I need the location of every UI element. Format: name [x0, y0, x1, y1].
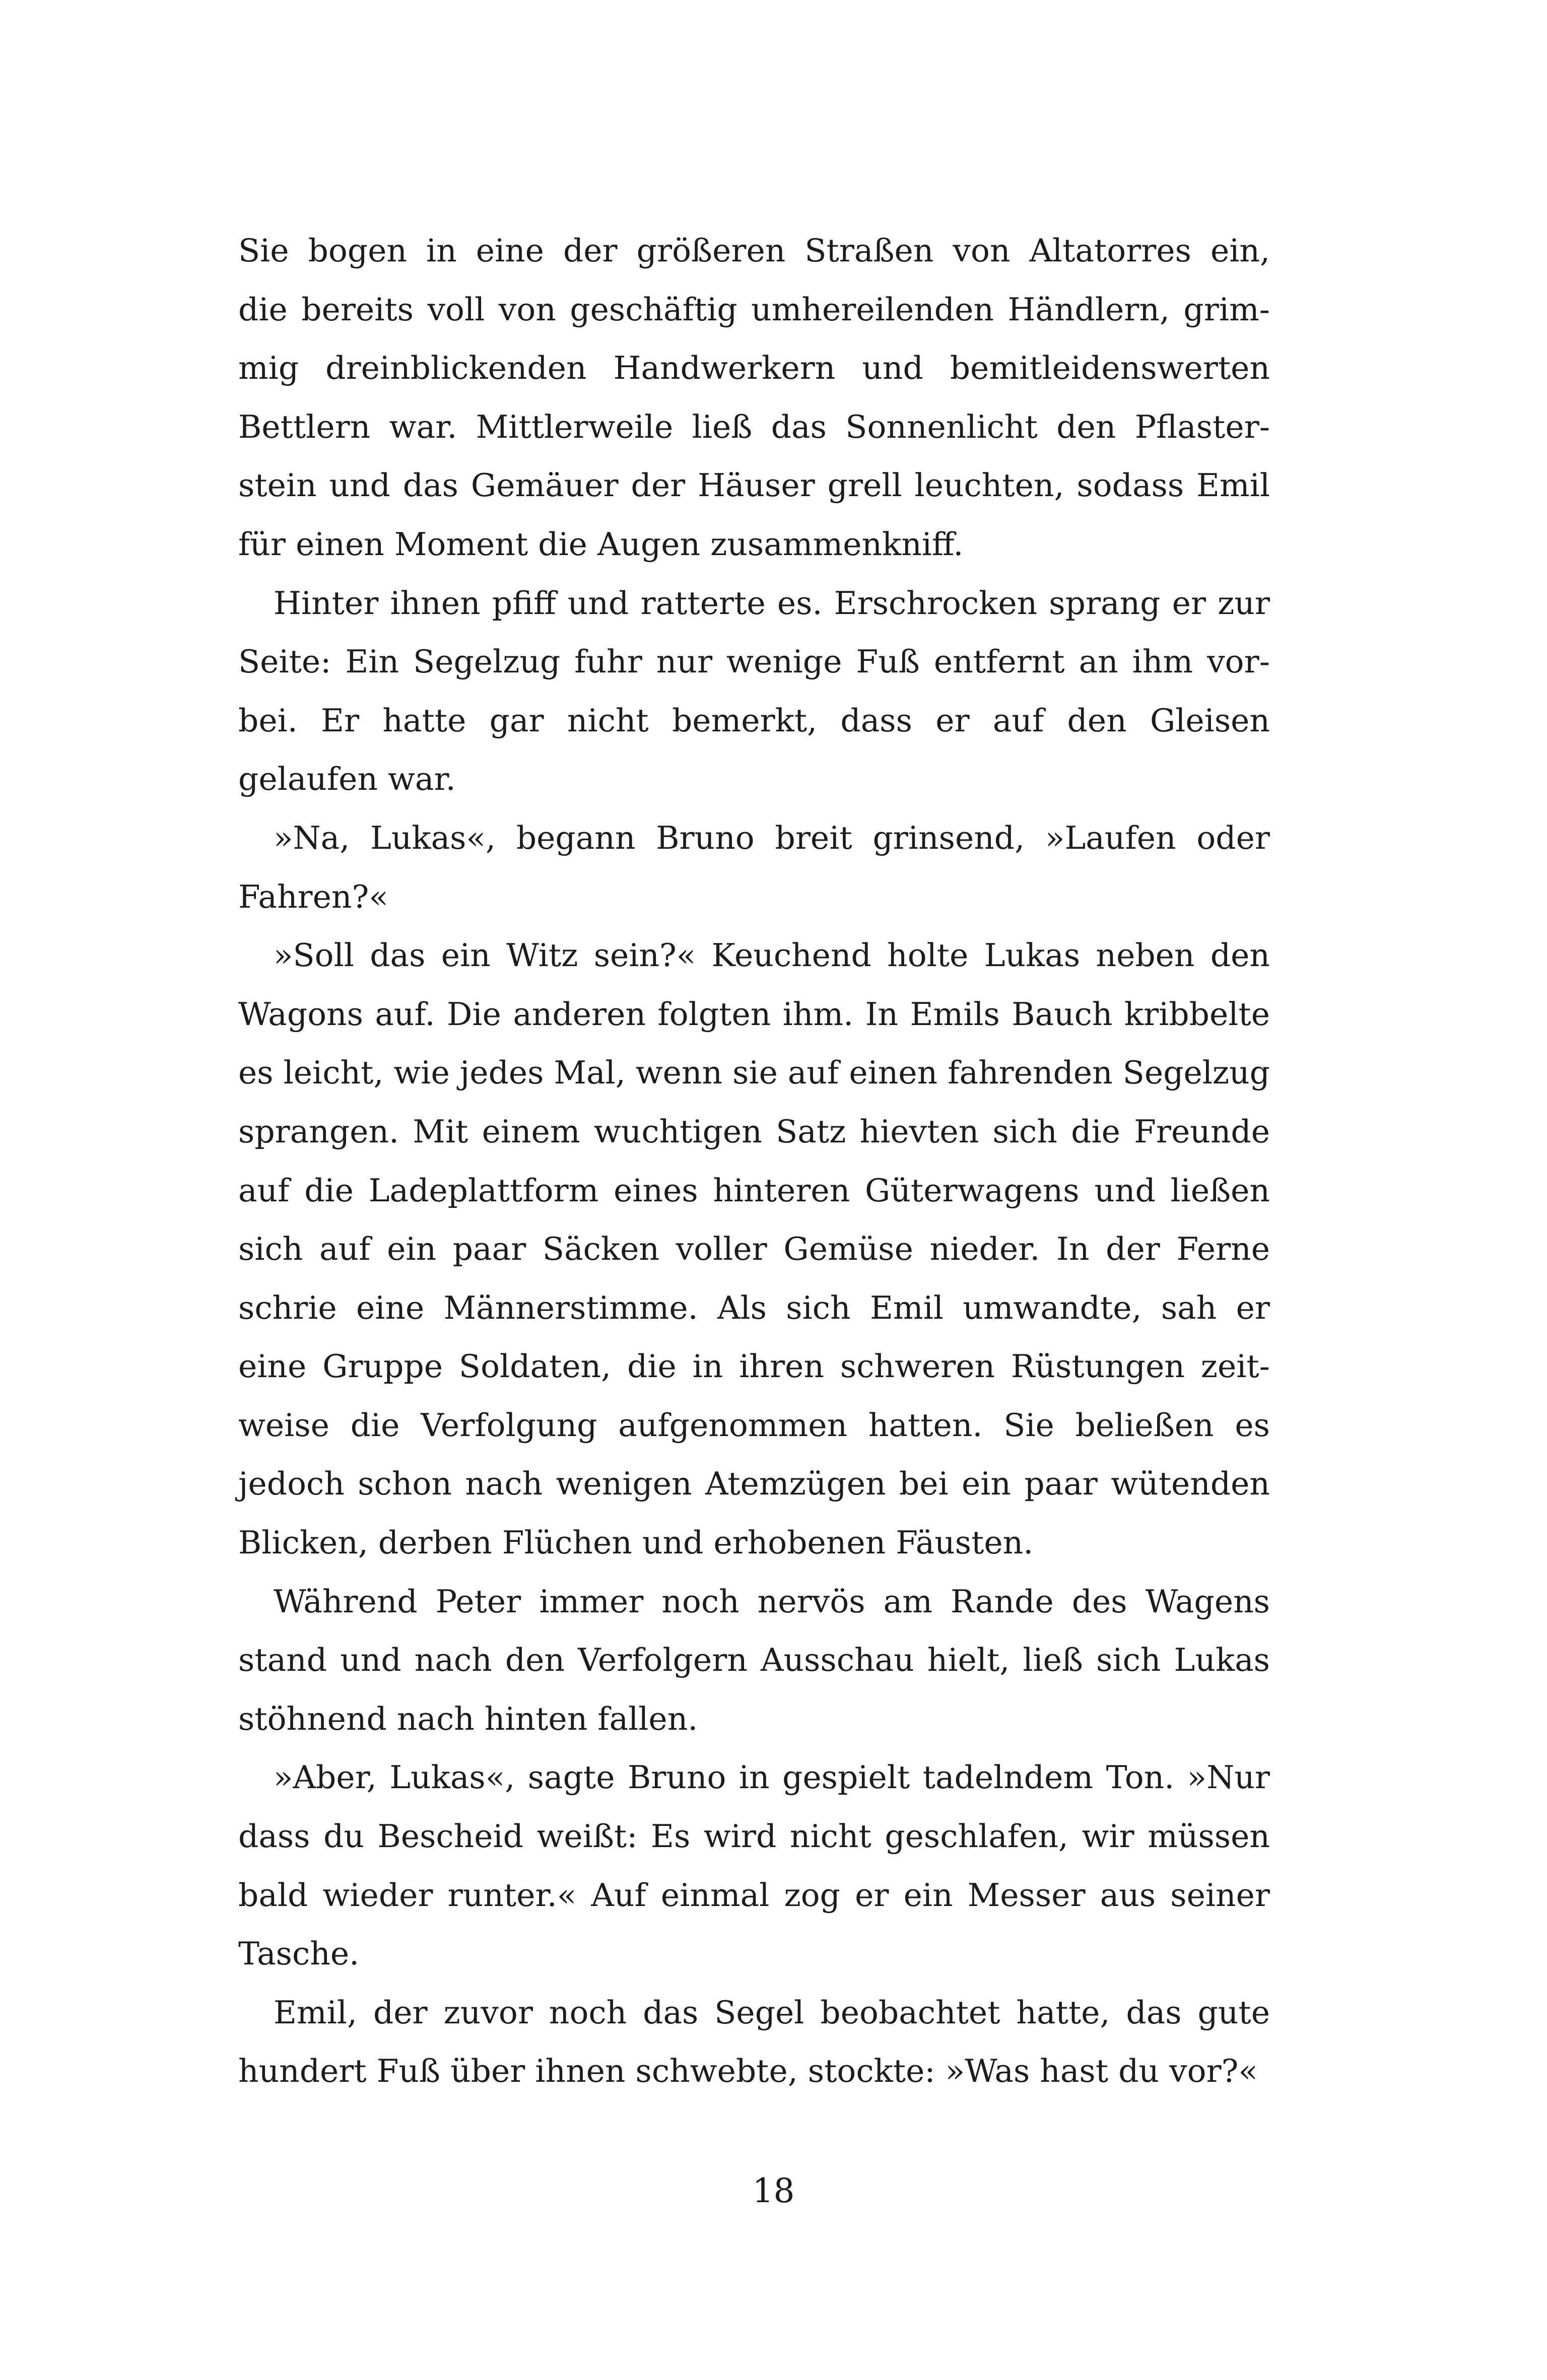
- page-number: 18: [752, 2171, 795, 2210]
- paragraph: [238, 222, 1270, 574]
- text-line: eine Gruppe Soldaten, die in ihren schweren Rüstungen zeit-: [238, 1348, 1270, 1385]
- text-line: sich auf ein paar Säcken voller Gemüse nieder. In der Ferne: [238, 1231, 1270, 1268]
- text-line: Während Peter immer noch nervös am Rande des Wagens: [274, 1583, 1270, 1620]
- paragraph: [238, 1748, 1270, 1983]
- text-line: »Aber, Lukas«, sagte Bruno in gespielt tadelndem Ton. »Nur: [274, 1759, 1270, 1796]
- text-line: Seite: Ein Segelzug fuhr nur wenige Fuß entfernt an ihm vor-: [238, 643, 1270, 681]
- body-text: [238, 222, 1270, 2101]
- text-line: Fahren?«: [238, 878, 388, 915]
- text-line: gelaufen war.: [238, 761, 456, 798]
- paragraph: [238, 574, 1270, 809]
- text-line: schrie eine Männerstimme. Als sich Emil umwandte, sah er: [238, 1289, 1270, 1326]
- paragraph: [238, 926, 1270, 1573]
- text-line: bald wieder runter.« Auf einmal zog er ein Messer aus seiner: [238, 1876, 1270, 1914]
- paragraph: [238, 1573, 1270, 1749]
- paragraph: [238, 809, 1270, 926]
- text-line: bei. Er hatte gar nicht bemerkt, dass er auf den Gleisen: [238, 702, 1270, 739]
- text-line: jedoch schon nach wenigen Atemzügen bei ein paar wütenden: [238, 1465, 1270, 1503]
- text-line: Emil, der zuvor noch das Segel beobachtet hatte, das gute: [274, 1994, 1270, 2031]
- text-line: Hinter ihnen pfiff und ratterte es. Erschrocken sprang er zur: [274, 584, 1270, 622]
- text-line: stand und nach den Verfolgern Ausschau hielt, ließ sich Lukas: [238, 1642, 1270, 1679]
- text-line: die bereits voll von geschäftig umhereilenden Händlern, grim-: [238, 291, 1270, 328]
- text-line: mig dreinblickenden Handwerkern und bemitleidenswerten: [238, 350, 1270, 387]
- text-line: auf die Ladeplattform eines hinteren Güterwagens und ließen: [238, 1172, 1270, 1209]
- text-line: dass du Bescheid weißt: Es wird nicht geschlafen, wir müssen: [238, 1818, 1270, 1855]
- text-line: für einen Moment die Augen zusammenkniff.: [238, 525, 964, 563]
- text-line: hundert Fuß über ihnen schwebte, stockte: »Was hast du vor?«: [238, 2053, 1258, 2090]
- text-line: es leicht, wie jedes Mal, wenn sie auf einen fahrenden Segelzug: [238, 1054, 1270, 1092]
- text-line: Tasche.: [238, 1935, 360, 1973]
- text-line: weise die Verfolgung aufgenommen hatten. Sie beließen es: [238, 1406, 1270, 1444]
- text-line: sprangen. Mit einem wuchtigen Satz hievten sich die Freunde: [238, 1113, 1270, 1150]
- text-line: Bettlern war. Mittlerweile ließ das Sonnenlicht den Pflaster-: [238, 408, 1270, 445]
- text-line: »Na, Lukas«, begann Bruno breit grinsend, »Laufen oder: [274, 819, 1270, 856]
- text-line: »Soll das ein Witz sein?« Keuchend holte Lukas neben den: [274, 937, 1270, 974]
- text-line: stöhnend nach hinten fallen.: [238, 1700, 698, 1737]
- text-line: Blicken, derben Flüchen und erhobenen Fäusten.: [238, 1524, 1034, 1561]
- paragraph: [238, 1984, 1270, 2101]
- text-line: Wagons auf. Die anderen folgten ihm. In Emils Bauch kribbelte: [238, 995, 1270, 1033]
- text-line: stein und das Gemäuer der Häuser grell leuchten, sodass Emil: [238, 467, 1270, 504]
- text-line: Sie bogen in eine der größeren Straßen von Altatorres ein,: [238, 232, 1270, 269]
